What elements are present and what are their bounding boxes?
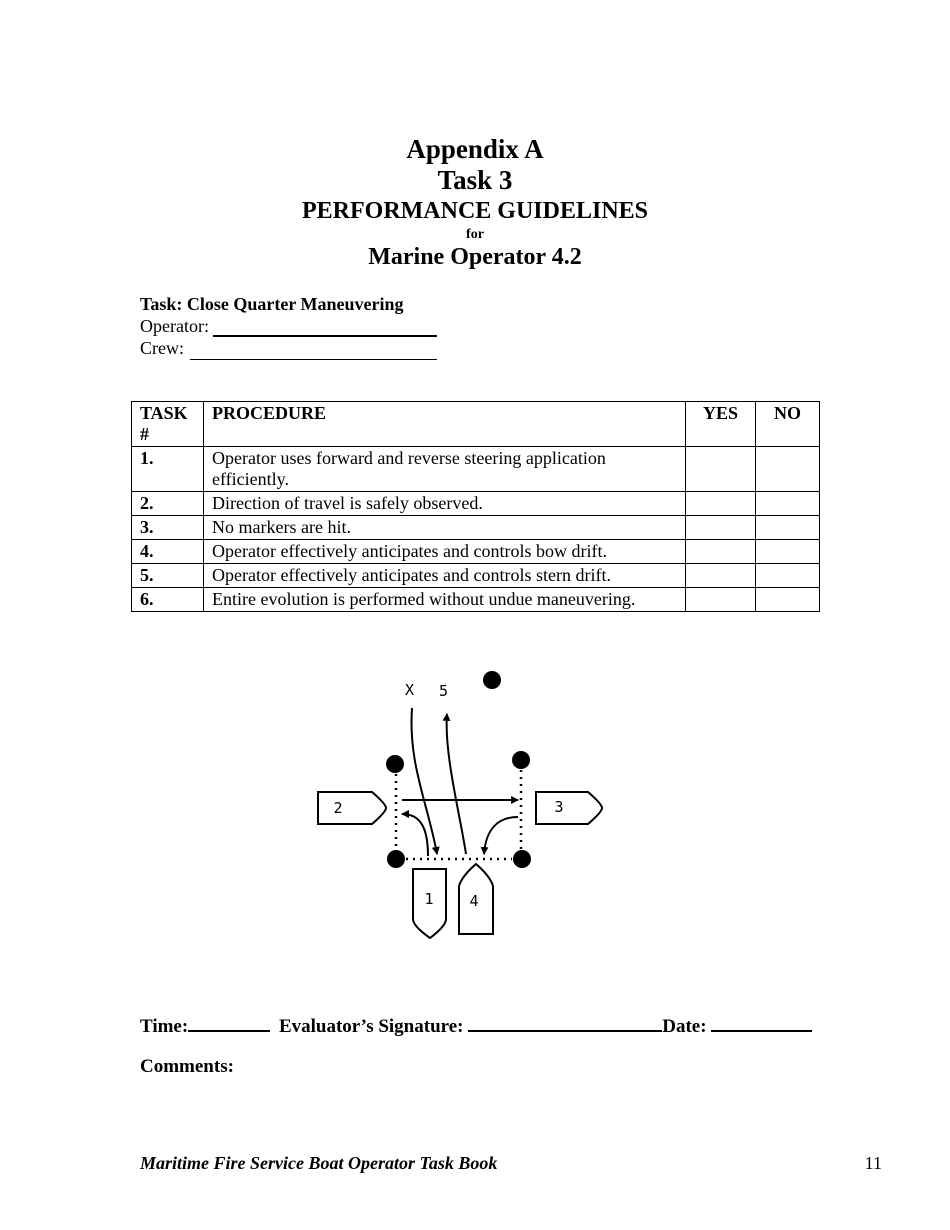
for-text: for [466, 227, 484, 242]
marker-buoy [512, 751, 530, 769]
label-5: 5 [439, 682, 449, 700]
table-row [132, 492, 820, 516]
marker-buoy [386, 755, 404, 773]
yes-checkbox-cell[interactable] [686, 447, 756, 492]
appendix-title: Appendix A [406, 134, 544, 164]
evaluator-label: Evaluator’s Signature: [278, 1016, 464, 1037]
performance-guidelines-heading: PERFORMANCE GUIDELINES [301, 198, 649, 224]
row-procedure: Entire evolution is performed without undue maneuvering. [204, 588, 686, 612]
boat-label-2: 2 [333, 799, 343, 817]
no-checkbox-cell[interactable] [756, 516, 820, 540]
operator-label: Operator: [140, 316, 209, 336]
comments-label: Comments: [140, 1056, 234, 1077]
row-number: 1. [132, 447, 204, 492]
no-checkbox-cell[interactable] [756, 588, 820, 612]
table-row [132, 588, 820, 612]
path-5 [447, 714, 466, 854]
path-1 [402, 814, 428, 856]
boat-2 [318, 792, 386, 824]
task-name: Task: Close Quarter Maneuvering [140, 294, 404, 314]
yes-checkbox-cell[interactable] [686, 516, 756, 540]
task-number-header: TASK # [132, 402, 204, 447]
table-row [132, 564, 820, 588]
table-header-row [132, 402, 820, 447]
time-label: Time: [140, 1016, 189, 1037]
table-row [132, 447, 820, 492]
yes-header: YES [686, 402, 756, 447]
yes-checkbox-cell[interactable] [686, 564, 756, 588]
crew-blank-line[interactable] [190, 359, 437, 360]
row-procedure: Operator effectively anticipates and controls stern drift. [204, 564, 686, 588]
path-4 [484, 817, 518, 854]
no-checkbox-cell[interactable] [756, 447, 820, 492]
procedure-table [131, 401, 820, 612]
row-number: 4. [132, 540, 204, 564]
marker-buoy [483, 671, 501, 689]
row-number: 3. [132, 516, 204, 540]
boat-3 [536, 792, 602, 824]
evaluator-signature-field[interactable] [468, 1013, 662, 1032]
label-x: X [405, 681, 415, 699]
page-number: 11 [864, 1153, 882, 1173]
row-number: 6. [132, 588, 204, 612]
date-field[interactable] [711, 1013, 812, 1032]
marker-buoy [513, 850, 531, 868]
crew-label: Crew: [140, 338, 184, 358]
yes-checkbox-cell[interactable] [686, 540, 756, 564]
yes-checkbox-cell[interactable] [686, 492, 756, 516]
no-header: NO [756, 402, 820, 447]
marker-buoy [387, 850, 405, 868]
no-checkbox-cell[interactable] [756, 564, 820, 588]
boat-label-4: 4 [469, 892, 479, 910]
row-number: 2. [132, 492, 204, 516]
row-procedure: Operator uses forward and reverse steering application efficiently. [204, 447, 686, 492]
row-number: 5. [132, 564, 204, 588]
table-row [132, 540, 820, 564]
footer-book-title: Maritime Fire Service Boat Operator Task Book [140, 1153, 498, 1173]
task-number-title: Task 3 [437, 165, 513, 195]
row-procedure: Operator effectively anticipates and controls bow drift. [204, 540, 686, 564]
row-procedure: No markers are hit. [204, 516, 686, 540]
yes-checkbox-cell[interactable] [686, 588, 756, 612]
table-row [132, 516, 820, 540]
maneuvering-diagram [300, 664, 620, 954]
row-procedure: Direction of travel is safely observed. [204, 492, 686, 516]
boat-label-1: 1 [424, 890, 434, 908]
procedure-header: PROCEDURE [204, 402, 686, 447]
position-title: Marine Operator 4.2 [368, 244, 582, 270]
date-label: Date: [662, 1016, 707, 1037]
signature-line [140, 1013, 812, 1038]
time-field[interactable] [188, 1013, 270, 1032]
no-checkbox-cell[interactable] [756, 492, 820, 516]
no-checkbox-cell[interactable] [756, 540, 820, 564]
boat-label-3: 3 [554, 798, 564, 816]
operator-blank-line[interactable] [213, 335, 437, 337]
